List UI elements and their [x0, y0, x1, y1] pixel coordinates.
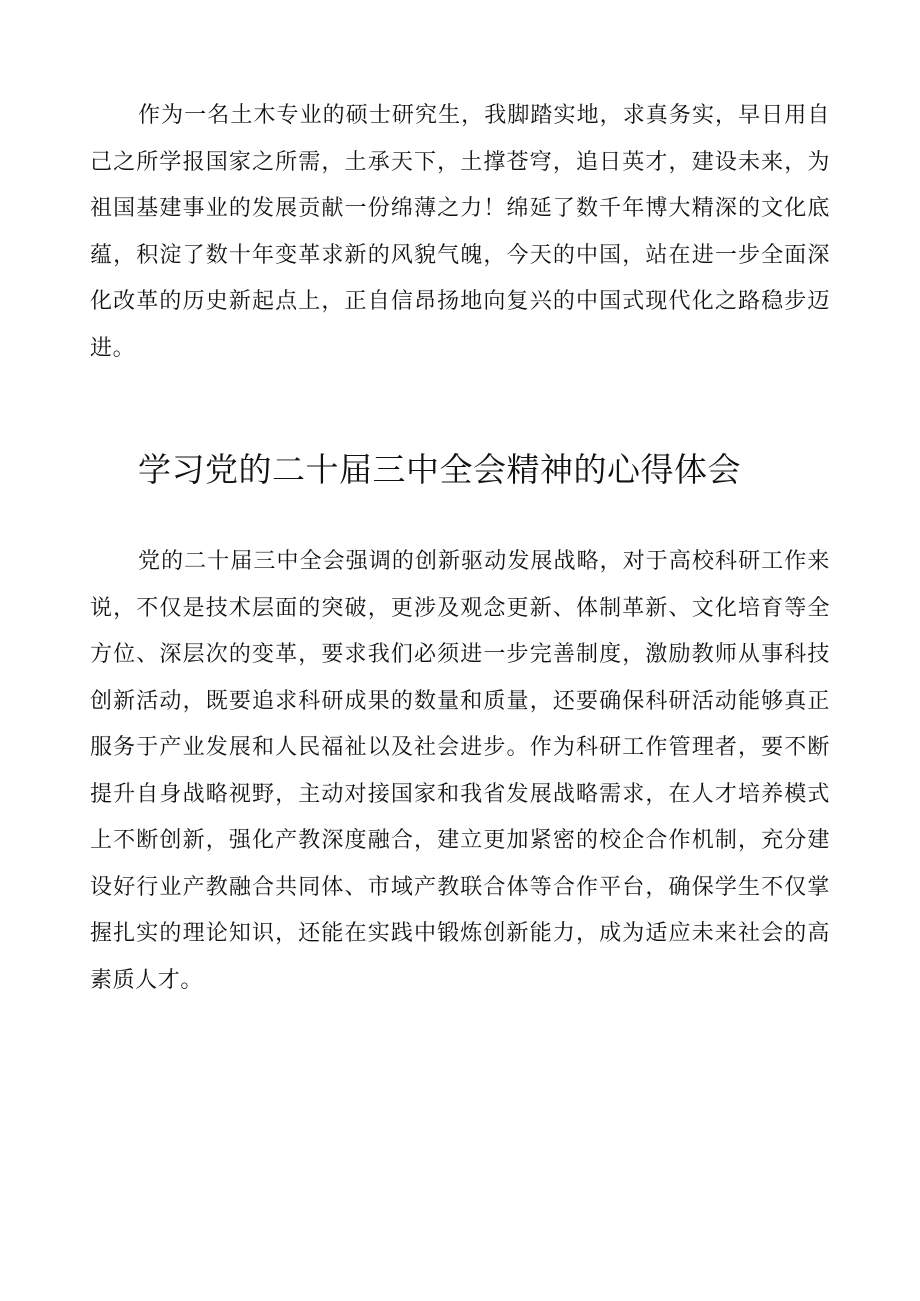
section-heading: 学习党的二十届三中全会精神的心得体会: [138, 450, 741, 489]
body-paragraph-1: 作为一名土木专业的硕士研究生，我脚踏实地，求真务实，早日用自己之所学报国家之所需，土承天下，土撑苍穹，追日英才，建设未来，为祖国基建事业的发展贡献一份绵薄之力！绵延了数千年博大精深的文化底蕴，积淀了数十年变革求新的风貌气魄，今天的中国，站在进一步全面深化改革的历史新起点上，正自信昂扬地向复兴的中国式现代化之路稳步迈进。: [90, 103, 830, 361]
body-paragraph-2: 党的二十届三中全会强调的创新驱动发展战略，对于高校科研工作来说，不仅是技术层面的突破，更涉及观念更新、体制革新、文化培育等全方位、深层次的变革，要求我们必须进一步完善制度，激励教师从事科技创新活动，既要追求科研成果的数量和质量，还要确保科研活动能够真正服务于产业发展和人民福祉以及社会进步。作为科研工作管理者，要不断提升自身战略视野，主动对接国家和我省发展战略需求，在人才培养模式上不断创新，强化产教深度融合，建立更加紧密的校企合作机制，充分建设好行业产教融合共同体、市域产教联合体等合作平台，确保学生不仅掌握扎实的理论知识，还能在实践中锻炼创新能力，成为适应未来社会的高素质人才。: [90, 549, 830, 993]
